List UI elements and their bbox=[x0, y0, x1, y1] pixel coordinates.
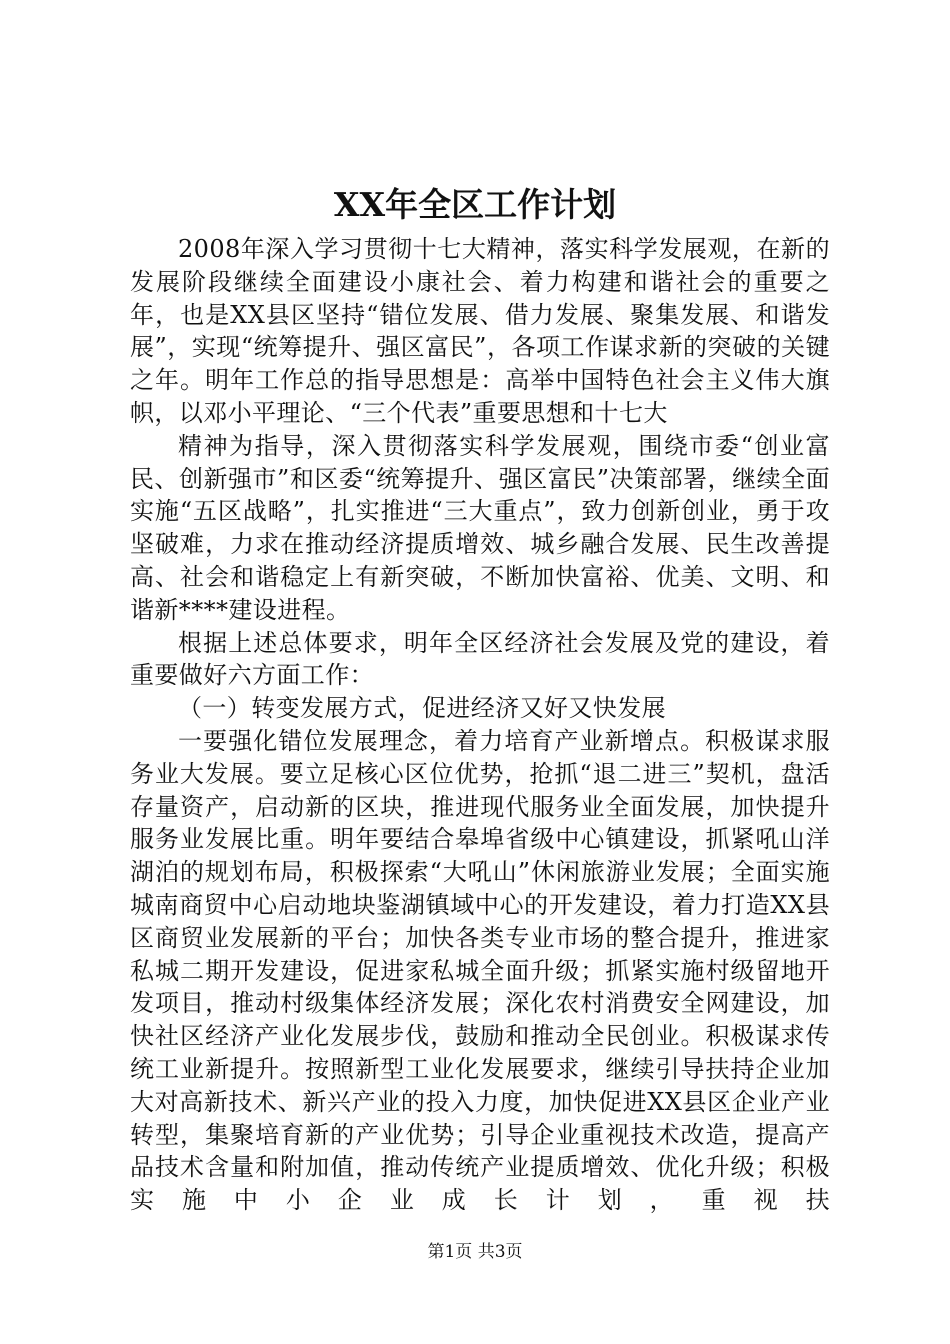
document-body bbox=[130, 233, 830, 1217]
paragraph-section-1: 一要强化错位发展理念，着力培育产业新增点。积极谋求服务业大发展。要立足核心区位优势，抢抓“退二进三”契机，盘活存量资产，启动新的区块，推进现代服务业全面发展，加快提升服务业发展比重。明年要结合皋埠省级中心镇建设，抓紧吼山洋湖泊的规划布局，积极探索“大吼山”休闲旅游业发展；全面实施城南商贸中心启动地块鉴湖镇域中心的开发建设，着力打造XX县区商贸业发展新的平台；加快各类专业市场的整合提升，推进家私城二期开发建设，促进家私城全面升级；抓紧实施村级留地开发项目，推动村级集体经济发展；深化农村消费安全网建设，加快社区经济产业化发展步伐，鼓励和推动全民创业。积极谋求传统工业新提升。按照新型工业化发展要求，继续引导扶持企业加大对高新技术、新兴产业的投入力度，加快促进XX县区企业产业转型，集聚培育新的产业优势；引导企业重视技术改造，提高产品技术含量和附加值，推动传统产业提质增效、优化升级；积极实施中小企业成长计划，重视扶 bbox=[130, 726, 830, 1215]
page-footer: 第1页 共3页 bbox=[427, 1242, 523, 1262]
paragraph-intro: 2008年深入学习贯彻十七大精神，落实科学发展观，在新的发展阶段继续全面建设小康社会、着力构建和谐社会的重要之年，也是XX县区坚持“错位发展、借力发展、聚集发展、和谐发展”，实现“统筹提升、强区富民”，各项工作谋求新的突破的关键之年。明年工作总的指导思想是：高举中国特色社会主义伟大旗帜，以邓小平理论、“三个代表”重要思想和十七大 bbox=[130, 235, 830, 427]
document-title: XX年全区工作计划 bbox=[333, 185, 617, 224]
paragraph-requirements: 根据上述总体要求，明年全区经济社会发展及党的建设，着重要做好六方面工作： bbox=[130, 628, 830, 690]
section-heading-1: （一）转变发展方式，促进经济又好又快发展 bbox=[178, 694, 666, 723]
paragraph-guidance: 精神为指导，深入贯彻落实科学发展观，围绕市委“创业富民、创新强市”和区委“统筹提升、强区富民”决策部署，继续全面实施“五区战略”，扎实推进“三大重点”，致力创新创业，勇于攻坚破难，力求在推动经济提质增效、城乡融合发展、民生改善提高、社会和谐稳定上有新突破，不断加快富裕、优美、文明、和谐新****建设进程。 bbox=[130, 431, 830, 624]
